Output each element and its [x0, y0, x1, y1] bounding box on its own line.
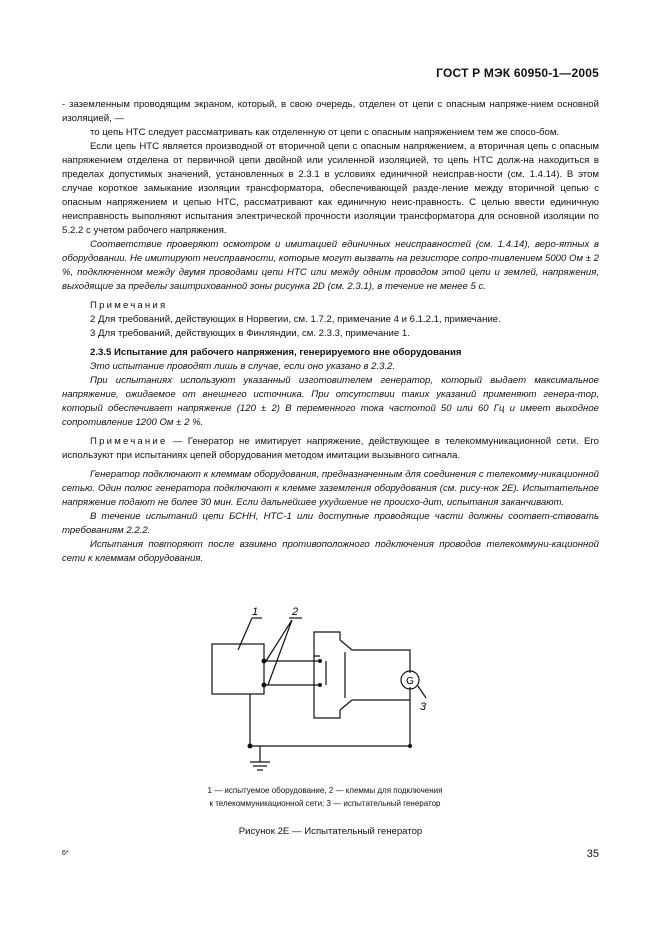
paragraph-3: Если цепь НТС является производной от вторичной цепи с опасным напряжением, а вторичная цепь с опасным напряжением отделена от первичной цепи двойной или усиленной изоляцией, то цепь НТС долж-на находиться в пределах допустимых значений, установленных в 2.3.1 в условиях единичной неисправ-ности (см. 1.4.14). В этом случае короткое замыкание изоляции трансформатора, обеспечивающей разде-ление между вторичной цепью с опасным напряжением и цепью НТС, рассматривают как единичную неис-правность. С целью ввести единичную неисправность выполняют испытания электрической прочности изоляции трансформатора для основной изоляции по 5.2.2 с учетом рабочего напряжения.: [62, 141, 599, 236]
figure-legend: 1 — испытуемое оборудование, 2 — клеммы для подключения к телекоммуникационной сети; 3 — испытательный генератор: [207, 786, 443, 808]
paragraph-5: Это испытание проводят лишь в случае, если оно указано в 2.3.2.: [90, 361, 396, 372]
notes-heading: Примечания: [90, 300, 168, 311]
note-text: — Генератор не имитирует напряжение, действующее в телекоммуникационной сети. Его используют при испытаниях цепей оборудования методом имитации вызывного сигнала.: [62, 436, 599, 461]
note-2: 2 Для требований, действующих в Норвегии, см. 1.7.2, примечание 4 и 6.1.2.1, примечание.: [90, 314, 501, 325]
sheet-mark: 6*: [62, 850, 69, 857]
section-title: 2.3.5 Испытание для рабочего напряжения, генерируемого вне оборудования: [90, 347, 462, 358]
note-3: 3 Для требований, действующих в Финляндии, см. 2.3.3, примечание 1.: [90, 328, 410, 339]
paragraph-2: то цепь НТС следует рассматривать как отделенную от цепи с опасным напряжением тем же спосо-бом.: [90, 127, 560, 138]
figure-label-3: 3: [420, 701, 427, 713]
page-number: 35: [586, 848, 599, 860]
paragraph-8: В течение испытаний цепи БСНН, НТС-1 или доступные проводящие части должны соответ-ствовать требованиям 2.2.2.: [62, 511, 599, 536]
document-body: [62, 98, 599, 566]
document-header: ГОСТ Р МЭК 60950-1—2005: [436, 66, 599, 80]
figure-caption: Рисунок 2Е — Испытательный генератор: [238, 826, 423, 837]
figure-label-2: 2: [292, 606, 299, 618]
paragraph-compliance: Соответствие проверяют осмотром и имитацией единичных неисправностей (см. 1.4.14), веро-ятных в оборудовании. Не имитируют неисправности, которые могут вызвать на резисторе сопро-тивлением 5000 Ом ± 2 %, подключенном между двумя проводами цепи НТС или между одним проводом этой цепи и землей, напряжения, выходящие за пределы заштрихованной зоны рисунка 2D (см. 2.3.1), в течение не менее 5 с.: [62, 239, 599, 292]
paragraph-7: Генератор подключают к клеммам оборудования, предназначенным для соединения с телекомму-никационной сетью. Один полюс генератора подключают к клемме заземления оборудования (см. рису-нок 2E). Испытательное напряжение подают не более 30 мин. Если дальнейшее ухудшение не происхо-дит, испытания заканчивают.: [62, 469, 599, 508]
paragraph-9: Испытания повторяют после взаимно противоположного подключения проводов телекоммуни-кационной сети к клеммам оборудования.: [62, 539, 599, 564]
note-label: Примечание: [90, 436, 168, 447]
generator-glyph: G: [406, 676, 414, 687]
equipment-box: [212, 644, 264, 694]
note-generator: [62, 435, 599, 463]
paragraph-6: При испытаниях используют указанный изготовителем генератор, который выдает максимальное напряжение, ожидаемое от внешнего источника. При отсутствии таких указаний применяют генера-тор, который обеспечивает напряжение (120 ± 2) В переменного тока частотой 50 или 60 Гц и имеет выходное сопротивление 1200 Ом ± 2 %.: [62, 375, 599, 428]
figure-label-1: 1: [252, 606, 259, 618]
paragraph-1: - заземленным проводящим экраном, который, в свою очередь, отделен от цепи с опасным напряже-нием основной изоляцией, —: [62, 99, 599, 124]
test-generator-diagram: [200, 604, 430, 774]
